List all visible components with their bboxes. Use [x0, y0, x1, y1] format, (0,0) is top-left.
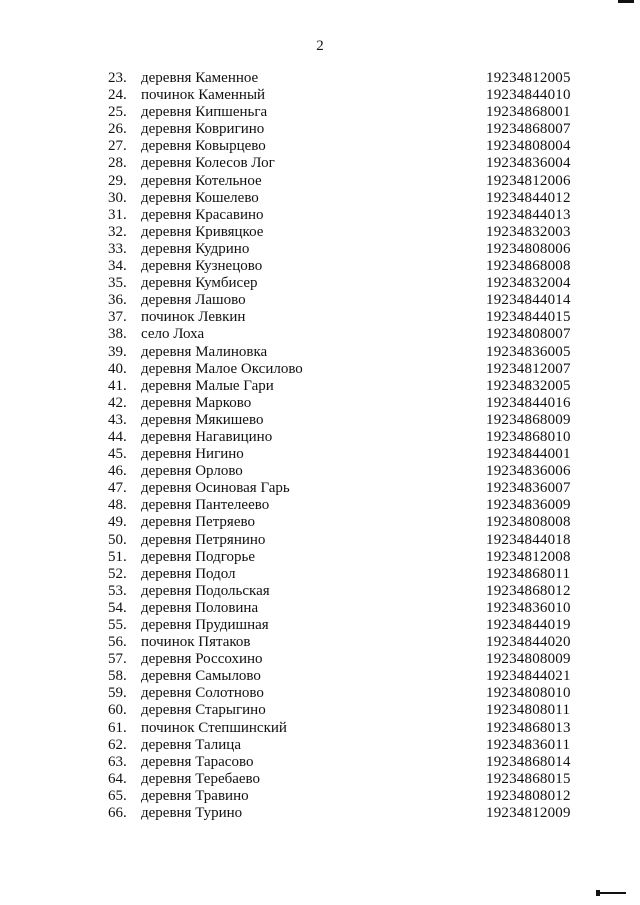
settlement-name: деревня Половина: [141, 599, 259, 616]
settlement-name: деревня Красавино: [141, 206, 264, 223]
settlement-name: деревня Подгорье: [141, 548, 256, 565]
item-number: 54.: [108, 599, 127, 616]
list-item: [108, 720, 608, 737]
oktmo-code: 19234808011: [486, 702, 571, 719]
list-item: [108, 190, 608, 207]
settlement-name: деревня Петряево: [141, 514, 255, 531]
oktmo-code: 19234836009: [486, 497, 571, 514]
list-item: [108, 395, 608, 412]
item-number: 43.: [108, 411, 127, 428]
list-item: [108, 138, 608, 155]
item-number: 66.: [108, 805, 127, 822]
oktmo-code: 19234868009: [486, 411, 571, 428]
item-number: 50.: [108, 531, 127, 548]
item-number: 52.: [108, 565, 127, 582]
list-item: [108, 309, 608, 326]
item-number: 63.: [108, 753, 127, 770]
settlement-name: село Лоха: [141, 326, 205, 343]
list-item: [108, 412, 608, 429]
corner-mark-top: [618, 0, 634, 3]
settlement-name: деревня Марково: [141, 394, 252, 411]
oktmo-code: 19234812009: [486, 805, 571, 822]
list-item: [108, 429, 608, 446]
list-item: [108, 668, 608, 685]
list-item: [108, 514, 608, 531]
list-item: [108, 617, 608, 634]
oktmo-code: 19234808006: [486, 240, 571, 257]
settlement-name: деревня Малые Гари: [141, 377, 274, 394]
item-number: 30.: [108, 189, 127, 206]
list-item: [108, 155, 608, 172]
item-number: 41.: [108, 377, 127, 394]
list-item: [108, 275, 608, 292]
oktmo-code: 19234868011: [486, 565, 571, 582]
settlement-name: деревня Кипшеньга: [141, 104, 268, 121]
oktmo-code: 19234868001: [486, 104, 571, 121]
list-item: [108, 566, 608, 583]
oktmo-code: 19234808007: [486, 326, 571, 343]
list-item: [108, 87, 608, 104]
item-number: 57.: [108, 651, 127, 668]
item-number: 33.: [108, 240, 127, 257]
item-number: 58.: [108, 668, 127, 685]
list-item: [108, 497, 608, 514]
list-item: [108, 634, 608, 651]
list-item: [108, 685, 608, 702]
settlement-name: деревня Турино: [141, 805, 243, 822]
oktmo-code: 19234832004: [486, 275, 571, 292]
oktmo-code: 19234868007: [486, 121, 571, 138]
item-number: 29.: [108, 172, 127, 189]
oktmo-code: 19234844014: [486, 292, 571, 309]
oktmo-code: 19234844020: [486, 634, 571, 651]
oktmo-code: 19234844010: [486, 87, 571, 104]
oktmo-code: 19234808004: [486, 138, 571, 155]
list-item: [108, 754, 608, 771]
settlement-name: деревня Кумбисер: [141, 275, 258, 292]
oktmo-code: 19234844018: [486, 531, 571, 548]
item-number: 37.: [108, 309, 127, 326]
item-number: 42.: [108, 394, 127, 411]
item-number: 40.: [108, 360, 127, 377]
list-item: [108, 70, 608, 87]
oktmo-code: 19234868015: [486, 770, 571, 787]
settlement-name: деревня Самылово: [141, 668, 261, 685]
list-item: [108, 549, 608, 566]
settlement-name: деревня Каменное: [141, 70, 259, 86]
item-number: 35.: [108, 275, 127, 292]
oktmo-code: 19234844013: [486, 206, 571, 223]
list-item: [108, 600, 608, 617]
list-item: [108, 378, 608, 395]
settlement-name: деревня Солотново: [141, 685, 264, 702]
item-number: 38.: [108, 326, 127, 343]
item-number: 46.: [108, 463, 127, 480]
settlement-name: деревня Пантелеево: [141, 497, 270, 514]
item-number: 61.: [108, 719, 127, 736]
oktmo-code: 19234832005: [486, 377, 571, 394]
item-number: 45.: [108, 446, 127, 463]
item-number: 53.: [108, 582, 127, 599]
oktmo-code: 19234844015: [486, 309, 571, 326]
settlement-name: деревня Малое Оксилово: [141, 360, 303, 377]
settlement-name: деревня Кудрино: [141, 240, 250, 257]
list-item: [108, 788, 608, 805]
oktmo-code: 19234808010: [486, 685, 571, 702]
item-number: 55.: [108, 617, 127, 633]
item-number: 31.: [108, 206, 127, 223]
settlement-name: деревня Петрянино: [141, 531, 266, 548]
settlement-name: деревня Нагавицино: [141, 428, 273, 445]
oktmo-code: 19234868013: [486, 719, 571, 736]
item-number: 60.: [108, 702, 127, 719]
list-item: [108, 207, 608, 224]
item-number: 23.: [108, 70, 127, 86]
list-item: [108, 651, 608, 668]
settlement-name: деревня Подольская: [141, 582, 270, 599]
oktmo-code: 19234836005: [486, 343, 571, 360]
list-item: [108, 224, 608, 241]
oktmo-code: 19234808008: [486, 514, 571, 531]
settlement-name: деревня Осиновая Гарь: [141, 480, 290, 497]
item-number: 56.: [108, 634, 127, 651]
list-item: [108, 737, 608, 754]
settlement-list: [108, 70, 608, 822]
list-item: [108, 361, 608, 378]
oktmo-code: 19234812006: [486, 172, 571, 189]
item-number: 65.: [108, 787, 127, 804]
item-number: 32.: [108, 223, 127, 240]
item-number: 34.: [108, 258, 127, 275]
item-number: 24.: [108, 87, 127, 104]
item-number: 39.: [108, 343, 127, 360]
list-item: [108, 480, 608, 497]
oktmo-code: 19234844012: [486, 189, 571, 206]
list-item: [108, 173, 608, 190]
settlement-name: деревня Ковырцево: [141, 138, 266, 155]
list-item: [108, 805, 608, 822]
oktmo-code: 19234808009: [486, 651, 571, 668]
list-item: [108, 326, 608, 343]
oktmo-code: 19234836004: [486, 155, 571, 172]
list-item: [108, 532, 608, 549]
oktmo-code: 19234812005: [486, 70, 571, 86]
oktmo-code: 19234868014: [486, 753, 571, 770]
list-item: [108, 104, 608, 121]
oktmo-code: 19234844021: [486, 668, 571, 685]
item-number: 51.: [108, 548, 127, 565]
oktmo-code: 19234844019: [486, 617, 571, 633]
item-number: 25.: [108, 104, 127, 121]
item-number: 48.: [108, 497, 127, 514]
settlement-name: деревня Старыгино: [141, 702, 266, 719]
oktmo-code: 19234836011: [486, 736, 571, 753]
list-item: [108, 702, 608, 719]
settlement-name: деревня Тарасово: [141, 753, 254, 770]
list-item: [108, 446, 608, 463]
settlement-name: деревня Нигино: [141, 446, 244, 463]
settlement-name: починок Пятаков: [141, 634, 251, 651]
oktmo-code: 19234836007: [486, 480, 571, 497]
settlement-name: деревня Колесов Лог: [141, 155, 275, 172]
list-item: [108, 463, 608, 480]
oktmo-code: 19234812008: [486, 548, 571, 565]
settlement-name: деревня Кузнецово: [141, 258, 263, 275]
settlement-name: починок Степшинский: [141, 719, 287, 736]
settlement-name: деревня Орлово: [141, 463, 243, 480]
page-number: 2: [316, 38, 324, 54]
item-number: 28.: [108, 155, 127, 172]
oktmo-code: 19234868010: [486, 428, 571, 445]
settlement-name: деревня Талица: [141, 736, 241, 753]
oktmo-code: 19234812007: [486, 360, 571, 377]
settlement-name: деревня Травино: [141, 787, 249, 804]
item-number: 26.: [108, 121, 127, 138]
oktmo-code: 19234808012: [486, 787, 571, 804]
list-item: [108, 344, 608, 361]
item-number: 62.: [108, 736, 127, 753]
item-number: 59.: [108, 685, 127, 702]
list-item: [108, 258, 608, 275]
item-number: 36.: [108, 292, 127, 309]
oktmo-code: 19234868012: [486, 582, 571, 599]
item-number: 44.: [108, 428, 127, 445]
item-number: 47.: [108, 480, 127, 497]
item-number: 27.: [108, 138, 127, 155]
settlement-name: деревня Малиновка: [141, 343, 268, 360]
oktmo-code: 19234836010: [486, 599, 571, 616]
oktmo-code: 19234832003: [486, 223, 571, 240]
settlement-name: деревня Прудишная: [141, 617, 269, 633]
settlement-name: деревня Подол: [141, 565, 236, 582]
settlement-name: деревня Теребаево: [141, 770, 261, 787]
oktmo-code: 19234868008: [486, 258, 571, 275]
oktmo-code: 19234836006: [486, 463, 571, 480]
settlement-name: деревня Кривяцкое: [141, 223, 264, 240]
settlement-name: деревня Россохино: [141, 651, 263, 668]
settlement-name: деревня Котельное: [141, 172, 262, 189]
oktmo-code: 19234844001: [486, 446, 571, 463]
item-number: 64.: [108, 770, 127, 787]
list-item: [108, 241, 608, 258]
list-item: [108, 771, 608, 788]
oktmo-code: 19234844016: [486, 394, 571, 411]
list-item: [108, 292, 608, 309]
corner-mark-bottom: [596, 892, 626, 897]
settlement-name: деревня Ковригино: [141, 121, 265, 138]
settlement-name: деревня Мякишево: [141, 411, 264, 428]
settlement-name: деревня Лашово: [141, 292, 246, 309]
list-item: [108, 121, 608, 138]
item-number: 49.: [108, 514, 127, 531]
settlement-name: деревня Кошелево: [141, 189, 259, 206]
settlement-name: починок Левкин: [141, 309, 246, 326]
settlement-name: починок Каменный: [141, 87, 266, 104]
list-item: [108, 583, 608, 600]
